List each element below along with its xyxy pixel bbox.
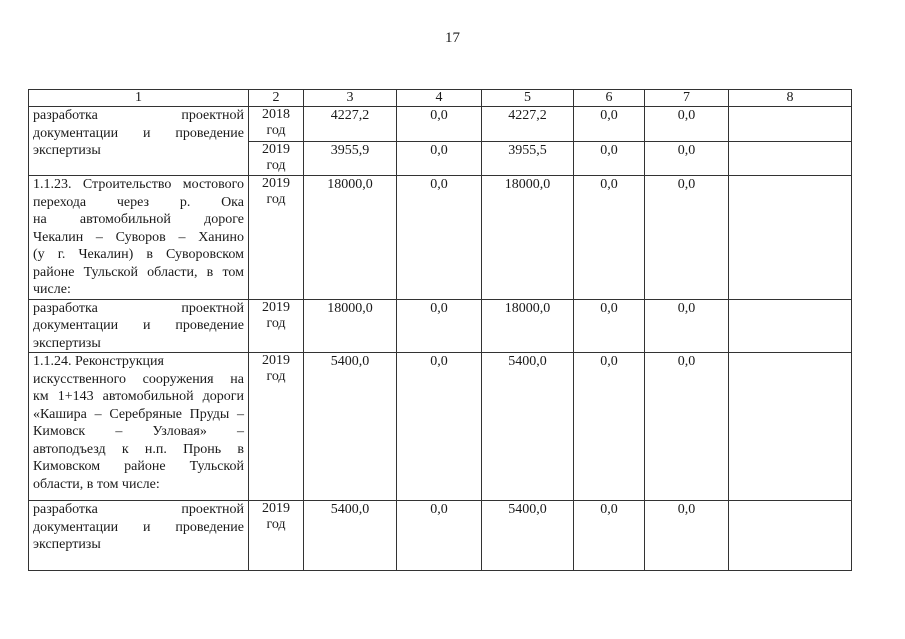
cell-col-4: 0,0 xyxy=(397,142,482,176)
cell-col-8 xyxy=(729,501,852,571)
row-description: 1.1.24. Реконструкция искусственного сооружения на км 1+143 автомобильной дороги «Кашира – Серебряные Пруды – Кимовск – Узловая» – автоподъезд к н.п. Пронь в Кимовском районе Тульской области, в том числе: xyxy=(29,353,249,501)
header-col-5: 5 xyxy=(482,90,574,107)
cell-col-7: 0,0 xyxy=(645,107,729,142)
cell-col-6: 0,0 xyxy=(574,142,645,176)
cell-col-5: 4227,2 xyxy=(482,107,574,142)
cell-col-4: 0,0 xyxy=(397,501,482,571)
year-cell: 2018 год xyxy=(249,107,304,142)
cell-col-6: 0,0 xyxy=(574,107,645,142)
row-description: разработка проектной документации и проведение экспертизы xyxy=(29,107,249,176)
header-col-7: 7 xyxy=(645,90,729,107)
cell-col-6: 0,0 xyxy=(574,353,645,501)
row-description: 1.1.23. Строительство мостового перехода через р. Ока на автомобильной дороге Чекалин – Суворов – Ханино (у г. Чекалин) в Суворовском районе Тульской области, в том числе: xyxy=(29,176,249,300)
cell-col-3: 3955,9 xyxy=(304,142,397,176)
cell-col-4: 0,0 xyxy=(397,353,482,501)
cell-col-3: 5400,0 xyxy=(304,501,397,571)
row-description: разработка проектной документации и проведение экспертизы xyxy=(29,501,249,571)
cell-col-7: 0,0 xyxy=(645,142,729,176)
cell-col-3: 18000,0 xyxy=(304,299,397,353)
cell-col-5: 18000,0 xyxy=(482,176,574,300)
cell-col-8 xyxy=(729,176,852,300)
table-row xyxy=(29,501,852,571)
page-number: 17 xyxy=(445,30,460,46)
year-cell: 2019 год xyxy=(249,299,304,353)
table-row xyxy=(29,176,852,300)
cell-col-3: 5400,0 xyxy=(304,353,397,501)
cell-col-6: 0,0 xyxy=(574,501,645,571)
budget-table xyxy=(28,89,852,571)
row-description: разработка проектной документации и проведение экспертизы xyxy=(29,299,249,353)
cell-col-7: 0,0 xyxy=(645,353,729,501)
cell-col-4: 0,0 xyxy=(397,176,482,300)
cell-col-4: 0,0 xyxy=(397,299,482,353)
cell-col-3: 18000,0 xyxy=(304,176,397,300)
header-col-2: 2 xyxy=(249,90,304,107)
year-cell: 2019 год xyxy=(249,176,304,300)
cell-col-5: 18000,0 xyxy=(482,299,574,353)
cell-col-8 xyxy=(729,299,852,353)
cell-col-4: 0,0 xyxy=(397,107,482,142)
year-cell: 2019 год xyxy=(249,142,304,176)
cell-col-8 xyxy=(729,142,852,176)
cell-col-8 xyxy=(729,353,852,501)
header-col-1: 1 xyxy=(29,90,249,107)
table-row xyxy=(29,107,852,142)
cell-col-5: 5400,0 xyxy=(482,501,574,571)
cell-col-3: 4227,2 xyxy=(304,107,397,142)
cell-col-6: 0,0 xyxy=(574,176,645,300)
year-cell: 2019 год xyxy=(249,353,304,501)
cell-col-7: 0,0 xyxy=(645,299,729,353)
cell-col-8 xyxy=(729,107,852,142)
table-row xyxy=(29,353,852,501)
table-row xyxy=(29,299,852,353)
header-col-4: 4 xyxy=(397,90,482,107)
cell-col-5: 5400,0 xyxy=(482,353,574,501)
header-row xyxy=(29,90,852,107)
cell-col-5: 3955,5 xyxy=(482,142,574,176)
header-col-6: 6 xyxy=(574,90,645,107)
header-col-8: 8 xyxy=(729,90,852,107)
cell-col-7: 0,0 xyxy=(645,176,729,300)
year-cell: 2019 год xyxy=(249,501,304,571)
cell-col-6: 0,0 xyxy=(574,299,645,353)
cell-col-7: 0,0 xyxy=(645,501,729,571)
header-col-3: 3 xyxy=(304,90,397,107)
